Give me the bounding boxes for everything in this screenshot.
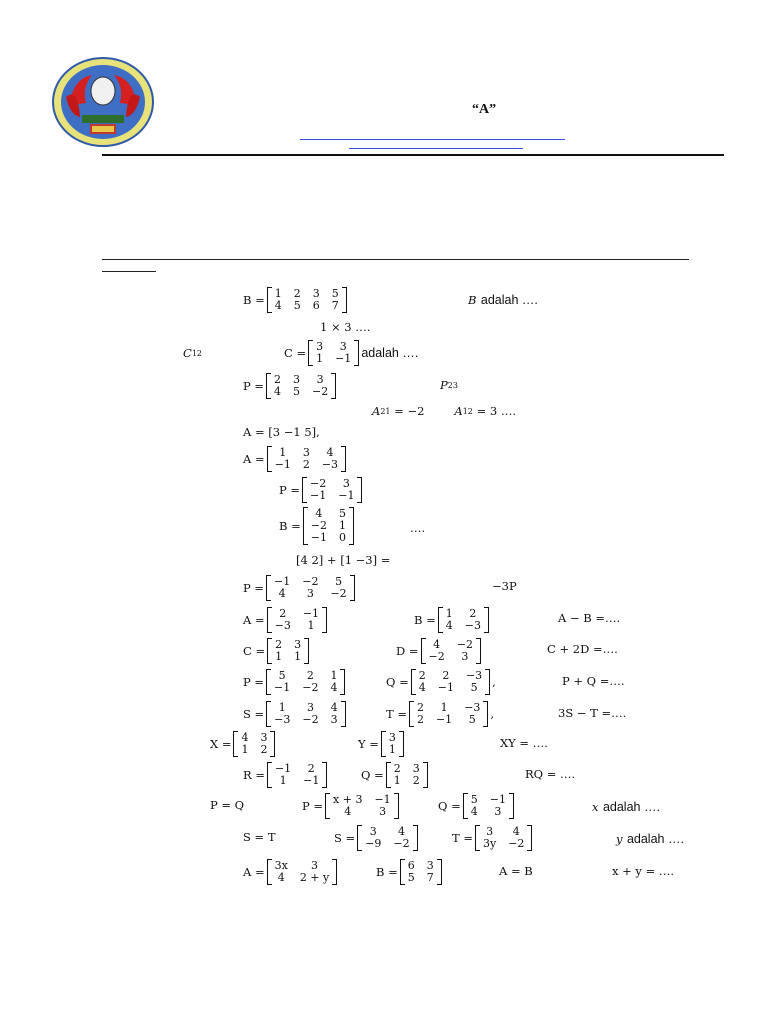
- header-rule: [102, 154, 724, 156]
- matrix-b: [438, 607, 489, 633]
- matrix-entry: −1: [437, 681, 454, 694]
- matrix-entry: −2: [302, 575, 319, 588]
- matrix-bracket-right: [357, 477, 362, 503]
- matrix-a: [267, 859, 338, 885]
- matrix-entry: −1: [302, 607, 320, 620]
- matrix-entry: 4: [344, 805, 352, 818]
- expr-lhs: A =: [243, 613, 265, 627]
- problem-3: [243, 373, 338, 399]
- matrix-entry: −3: [464, 619, 481, 632]
- matrix-entry: 3: [316, 373, 324, 386]
- matrix-t: [475, 825, 532, 851]
- matrix-bracket-right: [342, 287, 347, 313]
- matrix-entry: 3: [316, 340, 324, 353]
- expr-lhs: B =: [279, 519, 301, 533]
- matrix-entry: 4: [445, 619, 453, 632]
- problem-17-tail: [592, 798, 660, 816]
- matrix-p: [266, 669, 345, 695]
- matrix-entry: 4: [470, 805, 478, 818]
- matrix-entry: 3: [260, 731, 268, 744]
- matrix-entry: 3: [330, 713, 338, 726]
- problem-11-a: [243, 607, 329, 633]
- matrix-entry: −1: [338, 489, 355, 502]
- matrix-entry: 3: [307, 701, 314, 714]
- matrix-p: [302, 477, 362, 503]
- matrix-entry: 1: [445, 607, 453, 620]
- matrix-bracket-right: [332, 859, 337, 885]
- problem-1-line2: 1 × 3 ….: [320, 320, 371, 334]
- matrix-entries: [272, 762, 322, 788]
- matrix-entry: 5: [470, 681, 478, 694]
- matrix-entries: [443, 607, 484, 633]
- matrix-bracket-right: [485, 669, 490, 695]
- matrix-entry: 4: [398, 825, 405, 838]
- matrix-entries: [330, 793, 394, 819]
- matrix-b: [267, 287, 347, 313]
- matrix-bracket-right: [484, 607, 489, 633]
- problem-2: [284, 340, 418, 366]
- problem-5: A = [3 −1 5],: [243, 425, 320, 439]
- problem-15-tail: XY = ….: [500, 736, 548, 750]
- matrix-entry: 2 + y: [299, 871, 330, 884]
- text: adalah ….: [626, 832, 684, 846]
- problem-8: [279, 507, 356, 545]
- problem-12-b: [396, 638, 483, 664]
- matrix-entry: 4: [278, 587, 286, 600]
- matrix-entry: 1: [294, 650, 302, 663]
- matrix-entry: 3: [294, 638, 302, 651]
- matrix-bracket-right: [476, 638, 481, 664]
- matrix-entry: 5: [470, 793, 478, 806]
- expr-lhs: B =: [414, 613, 436, 627]
- matrix-entry: −2: [508, 837, 525, 850]
- matrix-entry: −1: [274, 681, 291, 694]
- matrix-entry: −1: [274, 458, 291, 471]
- matrix-entries: [391, 762, 423, 788]
- var: x: [592, 800, 599, 814]
- matrix-entries: [313, 340, 354, 366]
- matrix-entry: 5: [468, 713, 476, 726]
- expr-lhs: C =: [284, 346, 307, 360]
- matrix-entry: −3: [274, 619, 291, 632]
- matrix-entry: −2: [456, 638, 473, 651]
- matrix-bracket-right: [509, 793, 514, 819]
- matrix-entry: 2: [306, 669, 314, 682]
- matrix-entry: 1: [307, 619, 315, 632]
- matrix-entry: 1: [393, 774, 401, 787]
- matrix-entries: [272, 607, 322, 633]
- matrix-bracket-right: [270, 731, 275, 757]
- expr-lhs: T =: [386, 707, 407, 721]
- matrix-r: [267, 762, 327, 788]
- problem-11-tail: A − B =….: [558, 611, 621, 625]
- section-rule: [102, 259, 689, 260]
- matrix-entry: −2: [393, 837, 410, 850]
- matrix-entry: −2: [312, 385, 329, 398]
- matrix-entry: 3y: [482, 837, 497, 850]
- matrix-q: [411, 669, 490, 695]
- matrix-entry: 5: [407, 871, 415, 884]
- matrix-entry: −2: [310, 519, 327, 532]
- matrix-entry: 1: [275, 650, 283, 663]
- problem-7: [279, 477, 364, 503]
- matrix-entry: 2: [275, 638, 283, 651]
- subscript: 21: [380, 406, 391, 416]
- matrix-entries: [480, 825, 527, 851]
- problem-19-mid: A = B: [499, 864, 533, 878]
- matrix-bracket-right: [341, 446, 346, 472]
- matrix-entry: 4: [330, 681, 338, 694]
- problem-16-a: [243, 762, 329, 788]
- problem-17-b: [438, 793, 516, 819]
- matrix-entry: −1: [489, 793, 506, 806]
- matrix-b: [303, 507, 354, 545]
- matrix-p: [325, 793, 399, 819]
- matrix-entry: 4: [274, 299, 282, 312]
- matrix-entry: 1: [338, 519, 346, 532]
- problem-12-tail: C + 2D =….: [547, 642, 618, 656]
- matrix-entry: 3: [379, 805, 387, 818]
- matrix-entries: [271, 373, 331, 399]
- problem-13-tail: P + Q =….: [562, 674, 625, 688]
- matrix-entry: 3: [388, 731, 396, 744]
- var: C: [183, 346, 192, 360]
- problem-18-a: [334, 825, 420, 851]
- matrix-entry: −3: [274, 713, 291, 726]
- matrix-entry: 4: [418, 681, 426, 694]
- matrix-entries: [362, 825, 412, 851]
- matrix-entry: 4: [277, 871, 285, 884]
- problem-14-b: T = 2 1 −3 2 −1 5 ,: [386, 701, 495, 726]
- problem-4: [372, 404, 516, 418]
- matrix-entry: 3: [369, 825, 377, 838]
- matrix-s: [266, 701, 345, 727]
- problem-11-b: [414, 607, 491, 633]
- problem-1-tail: [468, 291, 538, 309]
- problem-8-tail: ….: [410, 521, 426, 535]
- text: adalah ….: [361, 346, 419, 360]
- value: = 3 ….: [476, 404, 516, 418]
- matrix-entry: 4: [330, 701, 338, 714]
- matrix-entries: [271, 701, 340, 727]
- expr-lhs: B =: [243, 293, 265, 307]
- var: P: [440, 378, 448, 392]
- matrix-entry: 2: [279, 607, 287, 620]
- problem-10-tail: −3P: [492, 579, 517, 593]
- matrix-entry: 6: [312, 299, 320, 312]
- problem-6: [243, 446, 348, 472]
- matrix-entry: 4: [326, 446, 334, 459]
- matrix-entries: [307, 477, 357, 503]
- expr-lhs: Y =: [358, 737, 379, 751]
- problem-15-b: [358, 731, 406, 757]
- matrix-entry: −2: [302, 681, 319, 694]
- matrix-entry: 2: [416, 701, 424, 714]
- problem-18-pre: S = T: [243, 830, 276, 844]
- matrix-entry: 7: [426, 871, 434, 884]
- matrix-entry: −1: [435, 713, 453, 726]
- matrix-entry: 5: [278, 669, 286, 682]
- problem-12-a: [243, 638, 311, 664]
- problem-18-b: [452, 825, 534, 851]
- problem-3-tail: [440, 378, 458, 392]
- matrix-entry: 2: [302, 458, 310, 471]
- matrix-q: [386, 762, 428, 788]
- matrix-entry: 1: [278, 701, 286, 714]
- var: A: [372, 404, 381, 418]
- link-underline: [300, 139, 565, 140]
- matrix-entries: [414, 701, 483, 727]
- matrix-entry: −2: [330, 587, 347, 600]
- var: A: [454, 404, 463, 418]
- expr-lhs: X =: [210, 737, 232, 751]
- text: adalah ….: [480, 293, 538, 307]
- matrix-entry: −1: [374, 793, 391, 806]
- matrix-bracket-right: [350, 575, 355, 601]
- expr-lhs: S =: [243, 707, 265, 721]
- matrix-entry: 1: [274, 287, 282, 300]
- matrix-entry: 0: [338, 531, 346, 544]
- matrix-entry: 1: [241, 743, 249, 756]
- expr-lhs: P =: [243, 675, 265, 689]
- matrix-entry: 4: [274, 385, 282, 398]
- matrix-entry: 7: [331, 299, 339, 312]
- problem-16-tail: RQ = ….: [525, 767, 576, 781]
- matrix-entry: 4: [512, 825, 520, 838]
- matrix-entry: 3: [486, 825, 494, 838]
- matrix-entries: [238, 731, 270, 757]
- matrix-entry: −2: [428, 650, 445, 663]
- matrix-entries: [405, 859, 437, 885]
- matrix-entries: [272, 446, 341, 472]
- matrix-entry: 2: [393, 762, 401, 775]
- matrix-bracket-right: [331, 373, 336, 399]
- matrix-entry: 4: [241, 731, 249, 744]
- expr-lhs: P =: [302, 799, 324, 813]
- expr-lhs: S =: [334, 831, 356, 845]
- matrix-entry: 5: [335, 575, 343, 588]
- matrix-a: [267, 446, 346, 472]
- matrix-entry: 3: [339, 340, 347, 353]
- matrix-entry: 1: [330, 669, 338, 682]
- expr-lhs: P =: [243, 581, 265, 595]
- matrix-entry: 2: [260, 743, 268, 756]
- problem-19-a: [243, 859, 339, 885]
- matrix-s: [357, 825, 417, 851]
- problem-18-tail: [616, 830, 684, 848]
- matrix-entries: [416, 669, 485, 695]
- problem-1: [243, 287, 349, 313]
- expr-lhs: Q =: [438, 799, 461, 813]
- matrix-entry: 3: [306, 587, 314, 600]
- text: adalah ….: [602, 800, 660, 814]
- problem-13-a: [243, 669, 347, 695]
- link-underline: [349, 148, 523, 149]
- problem-14-tail: 3S − T =….: [558, 706, 627, 720]
- expr-lhs: Q =: [386, 675, 409, 689]
- matrix-entry: 3: [293, 373, 301, 386]
- problem-13-b: Q = 2 2 −3 4 −1 5 ,: [386, 669, 496, 694]
- expr-lhs: A =: [243, 452, 265, 466]
- subscript: 23: [447, 380, 458, 390]
- matrix-x: [233, 731, 275, 757]
- matrix-entry: 2: [442, 669, 450, 682]
- matrix-entry: x + 3: [333, 793, 363, 806]
- matrix-entry: 5: [338, 507, 346, 520]
- matrix-bracket-right: [394, 793, 399, 819]
- matrix-entry: −1: [274, 762, 292, 775]
- matrix-entries: [426, 638, 476, 664]
- expr-lhs: D =: [396, 644, 419, 658]
- expr-lhs: P =: [279, 483, 301, 497]
- var: B: [468, 293, 477, 307]
- matrix-entry: −1: [335, 352, 352, 365]
- matrix-entry: 5: [331, 287, 339, 300]
- matrix-bracket-right: [423, 762, 428, 788]
- problem-9: [4 2] + [1 −3] =: [296, 553, 391, 567]
- matrix-entry: 2: [293, 287, 301, 300]
- matrix-c: [308, 340, 359, 366]
- matrix-bracket-right: [354, 340, 359, 366]
- matrix-entry: 3: [494, 805, 502, 818]
- problem-19-tail: x + y = ….: [612, 864, 675, 878]
- matrix-entry: 3: [412, 762, 420, 775]
- matrix-entries: [272, 859, 333, 885]
- value: = −2: [394, 404, 425, 418]
- matrix-entry: 3: [426, 859, 434, 872]
- matrix-entry: 6: [407, 859, 415, 872]
- matrix-d: [421, 638, 481, 664]
- matrix-entry: 3: [311, 859, 319, 872]
- matrix-entry: 3: [312, 287, 320, 300]
- subscript: 12: [462, 406, 473, 416]
- matrix-entries: [272, 287, 342, 313]
- matrix-entries: [271, 669, 340, 695]
- matrix-bracket-right: [349, 507, 354, 545]
- matrix-bracket-right: [399, 731, 404, 757]
- matrix-entry: 1: [279, 446, 287, 459]
- problem-17-pre: P = Q: [210, 798, 245, 812]
- matrix-c: [267, 638, 309, 664]
- matrix-bracket-right: [483, 701, 488, 727]
- matrix-entry: 1: [388, 743, 396, 756]
- problem-17-a: [302, 793, 401, 819]
- matrix-entry: −1: [310, 489, 327, 502]
- matrix-entry: −2: [302, 713, 319, 726]
- matrix-entries: [386, 731, 399, 757]
- matrix-bracket-right: [527, 825, 532, 851]
- matrix-entry: 3: [342, 477, 350, 490]
- expr-lhs: C =: [243, 644, 266, 658]
- expr-lhs: Q =: [361, 768, 384, 782]
- matrix-bracket-right: [340, 669, 345, 695]
- matrix-bracket-right: [322, 762, 327, 788]
- test-version-label: “A”: [472, 102, 497, 117]
- matrix-entries: [272, 638, 304, 664]
- matrix-bracket-right: [304, 638, 309, 664]
- problem-10: [243, 575, 357, 601]
- matrix-bracket-right: [413, 825, 418, 851]
- expr-lhs: R =: [243, 768, 265, 782]
- matrix-entry: 3: [302, 446, 310, 459]
- matrix-entry: 1: [279, 774, 287, 787]
- var: y: [616, 832, 623, 846]
- matrix-entry: 1: [316, 352, 324, 365]
- matrix-entry: −3: [321, 458, 339, 471]
- matrix-entry: 2: [412, 774, 420, 787]
- matrix-p: [266, 373, 336, 399]
- matrix-entry: 4: [315, 507, 323, 520]
- matrix-entry: 3x: [274, 859, 288, 872]
- matrix-entry: 5: [293, 385, 301, 398]
- matrix-bracket-right: [322, 607, 327, 633]
- subscript: 12: [191, 348, 202, 358]
- matrix-q: [463, 793, 514, 819]
- matrix-entry: 3: [461, 650, 469, 663]
- problem-2-label: [183, 346, 202, 360]
- matrix-p: [266, 575, 355, 601]
- matrix-entry: 2: [307, 762, 315, 775]
- matrix-entry: 2: [469, 607, 477, 620]
- matrix-entry: −3: [464, 701, 481, 714]
- matrix-t: [409, 701, 488, 727]
- problem-14-a: [243, 701, 348, 727]
- matrix-entry: 1: [440, 701, 448, 714]
- matrix-bracket-right: [437, 859, 442, 885]
- matrix-entries: [271, 575, 350, 601]
- problem-16-b: [361, 762, 430, 788]
- matrix-y: [381, 731, 404, 757]
- matrix-entry: 2: [416, 713, 424, 726]
- expr-lhs: T =: [452, 831, 473, 845]
- matrix-entry: 4: [433, 638, 441, 651]
- matrix-a: [267, 607, 327, 633]
- expr-lhs: P =: [243, 379, 265, 393]
- problem-19-b: [376, 859, 444, 885]
- matrix-entries: [308, 507, 349, 545]
- problem-15-a: [210, 731, 277, 757]
- matrix-entry: −1: [274, 575, 291, 588]
- matrix-bracket-right: [341, 701, 346, 727]
- school-logo: [52, 57, 154, 147]
- matrix-entry: −1: [310, 531, 327, 544]
- matrix-entry: 2: [274, 373, 282, 386]
- matrix-entry: −3: [465, 669, 483, 682]
- section-rule-short: [102, 271, 156, 272]
- matrix-entry: 2: [418, 669, 426, 682]
- matrix-entry: −2: [310, 477, 327, 490]
- expr-lhs: B =: [376, 865, 398, 879]
- matrix-entry: −1: [303, 774, 320, 787]
- matrix-entries: [468, 793, 509, 819]
- matrix-b: [400, 859, 442, 885]
- matrix-entry: 5: [293, 299, 301, 312]
- matrix-entry: −9: [365, 837, 382, 850]
- expr-lhs: A =: [243, 865, 265, 879]
